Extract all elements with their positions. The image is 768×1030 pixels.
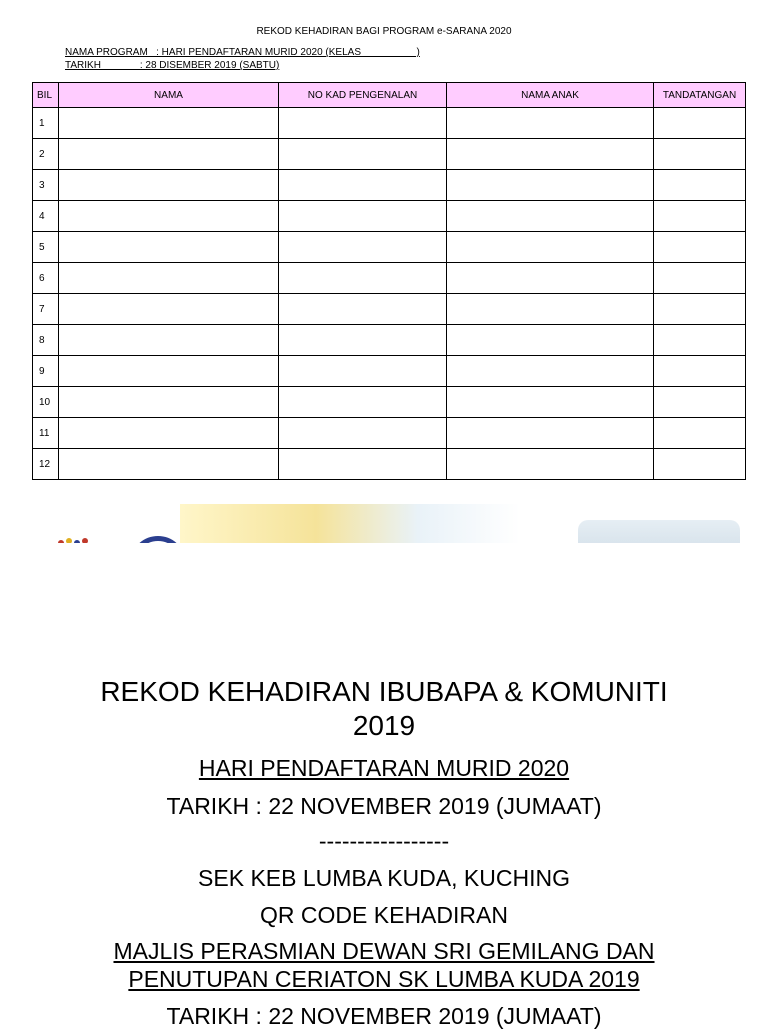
row-number: 12 [33, 449, 59, 480]
row-number: 2 [33, 139, 59, 170]
header-tandatangan: TANDATANGAN [654, 83, 746, 108]
table-row [33, 139, 746, 170]
ceremony-line1 [0, 937, 768, 965]
cell-no-kad-pengenalan[interactable] [279, 263, 447, 294]
cell-tandatangan[interactable] [654, 139, 746, 170]
table-row [33, 356, 746, 387]
cell-no-kad-pengenalan[interactable] [279, 325, 447, 356]
cell-nama-anak[interactable] [447, 387, 654, 418]
ceremony-line1-text: MAJLIS PERASMIAN DEWAN SRI GEMILANG DAN [113, 938, 655, 964]
row-number: 11 [33, 418, 59, 449]
program-line [65, 47, 420, 58]
header-nama: NAMA [59, 83, 279, 108]
table-row [33, 418, 746, 449]
row-number: 3 [33, 170, 59, 201]
cell-nama[interactable] [59, 449, 279, 480]
table-row [33, 449, 746, 480]
cell-tandatangan[interactable] [654, 170, 746, 201]
cell-nama[interactable] [59, 356, 279, 387]
cell-tandatangan[interactable] [654, 232, 746, 263]
ceremony-line2-text: PENUTUPAN CERIATON SK LUMBA KUDA 2019 [128, 966, 640, 992]
cell-nama-anak[interactable] [447, 139, 654, 170]
divider: ----------------- [318, 828, 450, 854]
school-name: SEK KEB LUMBA KUDA, KUCHING [198, 865, 570, 891]
event-date: TARIKH : 22 NOVEMBER 2019 (JUMAAT) [166, 793, 602, 819]
cell-tandatangan[interactable] [654, 108, 746, 139]
date-line [65, 60, 279, 71]
cell-nama[interactable] [59, 263, 279, 294]
header-nama-anak: NAMA ANAK [447, 83, 654, 108]
program-line-text: NAMA PROGRAM : HARI PENDAFTARAN MURID 2020 (KELAS ) [65, 47, 420, 58]
table-row [33, 108, 746, 139]
cell-nama-anak[interactable] [447, 418, 654, 449]
banner-band [180, 504, 520, 543]
sarana-scroll-graphic [578, 520, 740, 543]
cell-no-kad-pengenalan[interactable] [279, 294, 447, 325]
cell-nama[interactable] [59, 201, 279, 232]
cell-tandatangan[interactable] [654, 449, 746, 480]
table-row [33, 294, 746, 325]
ceremony-line2 [0, 965, 768, 993]
cell-nama[interactable] [59, 170, 279, 201]
cell-nama-anak[interactable] [447, 170, 654, 201]
sheet-title: REKOD KEHADIRAN BAGI PROGRAM e-SARANA 2020 [256, 26, 512, 37]
row-number: 6 [33, 263, 59, 294]
cell-nama-anak[interactable] [447, 294, 654, 325]
row-number: 7 [33, 294, 59, 325]
cell-no-kad-pengenalan[interactable] [279, 418, 447, 449]
table-row [33, 170, 746, 201]
event-name [0, 754, 768, 782]
date-line-text: TARIKH : 28 DISEMBER 2019 (SABTU) [65, 60, 280, 71]
row-number: 8 [33, 325, 59, 356]
cover-title-line2: 2019 [352, 710, 416, 741]
cell-no-kad-pengenalan[interactable] [279, 108, 447, 139]
cell-tandatangan[interactable] [654, 263, 746, 294]
header-no-kad-pengenalan: NO KAD PENGENALAN [279, 83, 447, 108]
cell-tandatangan[interactable] [654, 294, 746, 325]
table-row [33, 232, 746, 263]
row-number: 4 [33, 201, 59, 232]
cell-no-kad-pengenalan[interactable] [279, 139, 447, 170]
cell-nama[interactable] [59, 294, 279, 325]
crest-icon [56, 534, 90, 543]
event-name-text: HARI PENDAFTARAN MURID 2020 [198, 755, 570, 781]
row-number: 10 [33, 387, 59, 418]
cell-no-kad-pengenalan[interactable] [279, 356, 447, 387]
cell-no-kad-pengenalan[interactable] [279, 232, 447, 263]
attendance-cover-page [0, 543, 768, 1029]
cell-nama-anak[interactable] [447, 201, 654, 232]
cell-tandatangan[interactable] [654, 356, 746, 387]
cell-no-kad-pengenalan[interactable] [279, 387, 447, 418]
cell-nama-anak[interactable] [447, 356, 654, 387]
row-number: 1 [33, 108, 59, 139]
attendance-table [32, 82, 746, 480]
cell-tandatangan[interactable] [654, 201, 746, 232]
row-number: 9 [33, 356, 59, 387]
table-header-row [33, 83, 746, 108]
cell-no-kad-pengenalan[interactable] [279, 449, 447, 480]
cell-nama[interactable] [59, 418, 279, 449]
ministry-banner [0, 500, 768, 543]
ministry-logo-icon [130, 536, 186, 543]
cell-tandatangan[interactable] [654, 387, 746, 418]
cell-nama[interactable] [59, 325, 279, 356]
qr-label: QR CODE KEHADIRAN [260, 902, 508, 928]
header-bil: BIL [33, 83, 59, 108]
cell-tandatangan[interactable] [654, 325, 746, 356]
cell-no-kad-pengenalan[interactable] [279, 170, 447, 201]
cell-nama-anak[interactable] [447, 232, 654, 263]
table-row [33, 387, 746, 418]
cell-nama-anak[interactable] [447, 263, 654, 294]
cell-nama[interactable] [59, 139, 279, 170]
cell-nama-anak[interactable] [447, 108, 654, 139]
ceremony-date: TARIKH : 22 NOVEMBER 2019 (JUMAAT) [166, 1003, 602, 1029]
cell-tandatangan[interactable] [654, 418, 746, 449]
cell-nama-anak[interactable] [447, 325, 654, 356]
cell-nama[interactable] [59, 108, 279, 139]
table-row [33, 325, 746, 356]
table-row [33, 263, 746, 294]
cell-nama[interactable] [59, 387, 279, 418]
cell-nama-anak[interactable] [447, 449, 654, 480]
table-row [33, 201, 746, 232]
cell-no-kad-pengenalan[interactable] [279, 201, 447, 232]
row-number: 5 [33, 232, 59, 263]
cover-title-line1: REKOD KEHADIRAN IBUBAPA & KOMUNITI [100, 676, 668, 707]
cell-nama[interactable] [59, 232, 279, 263]
